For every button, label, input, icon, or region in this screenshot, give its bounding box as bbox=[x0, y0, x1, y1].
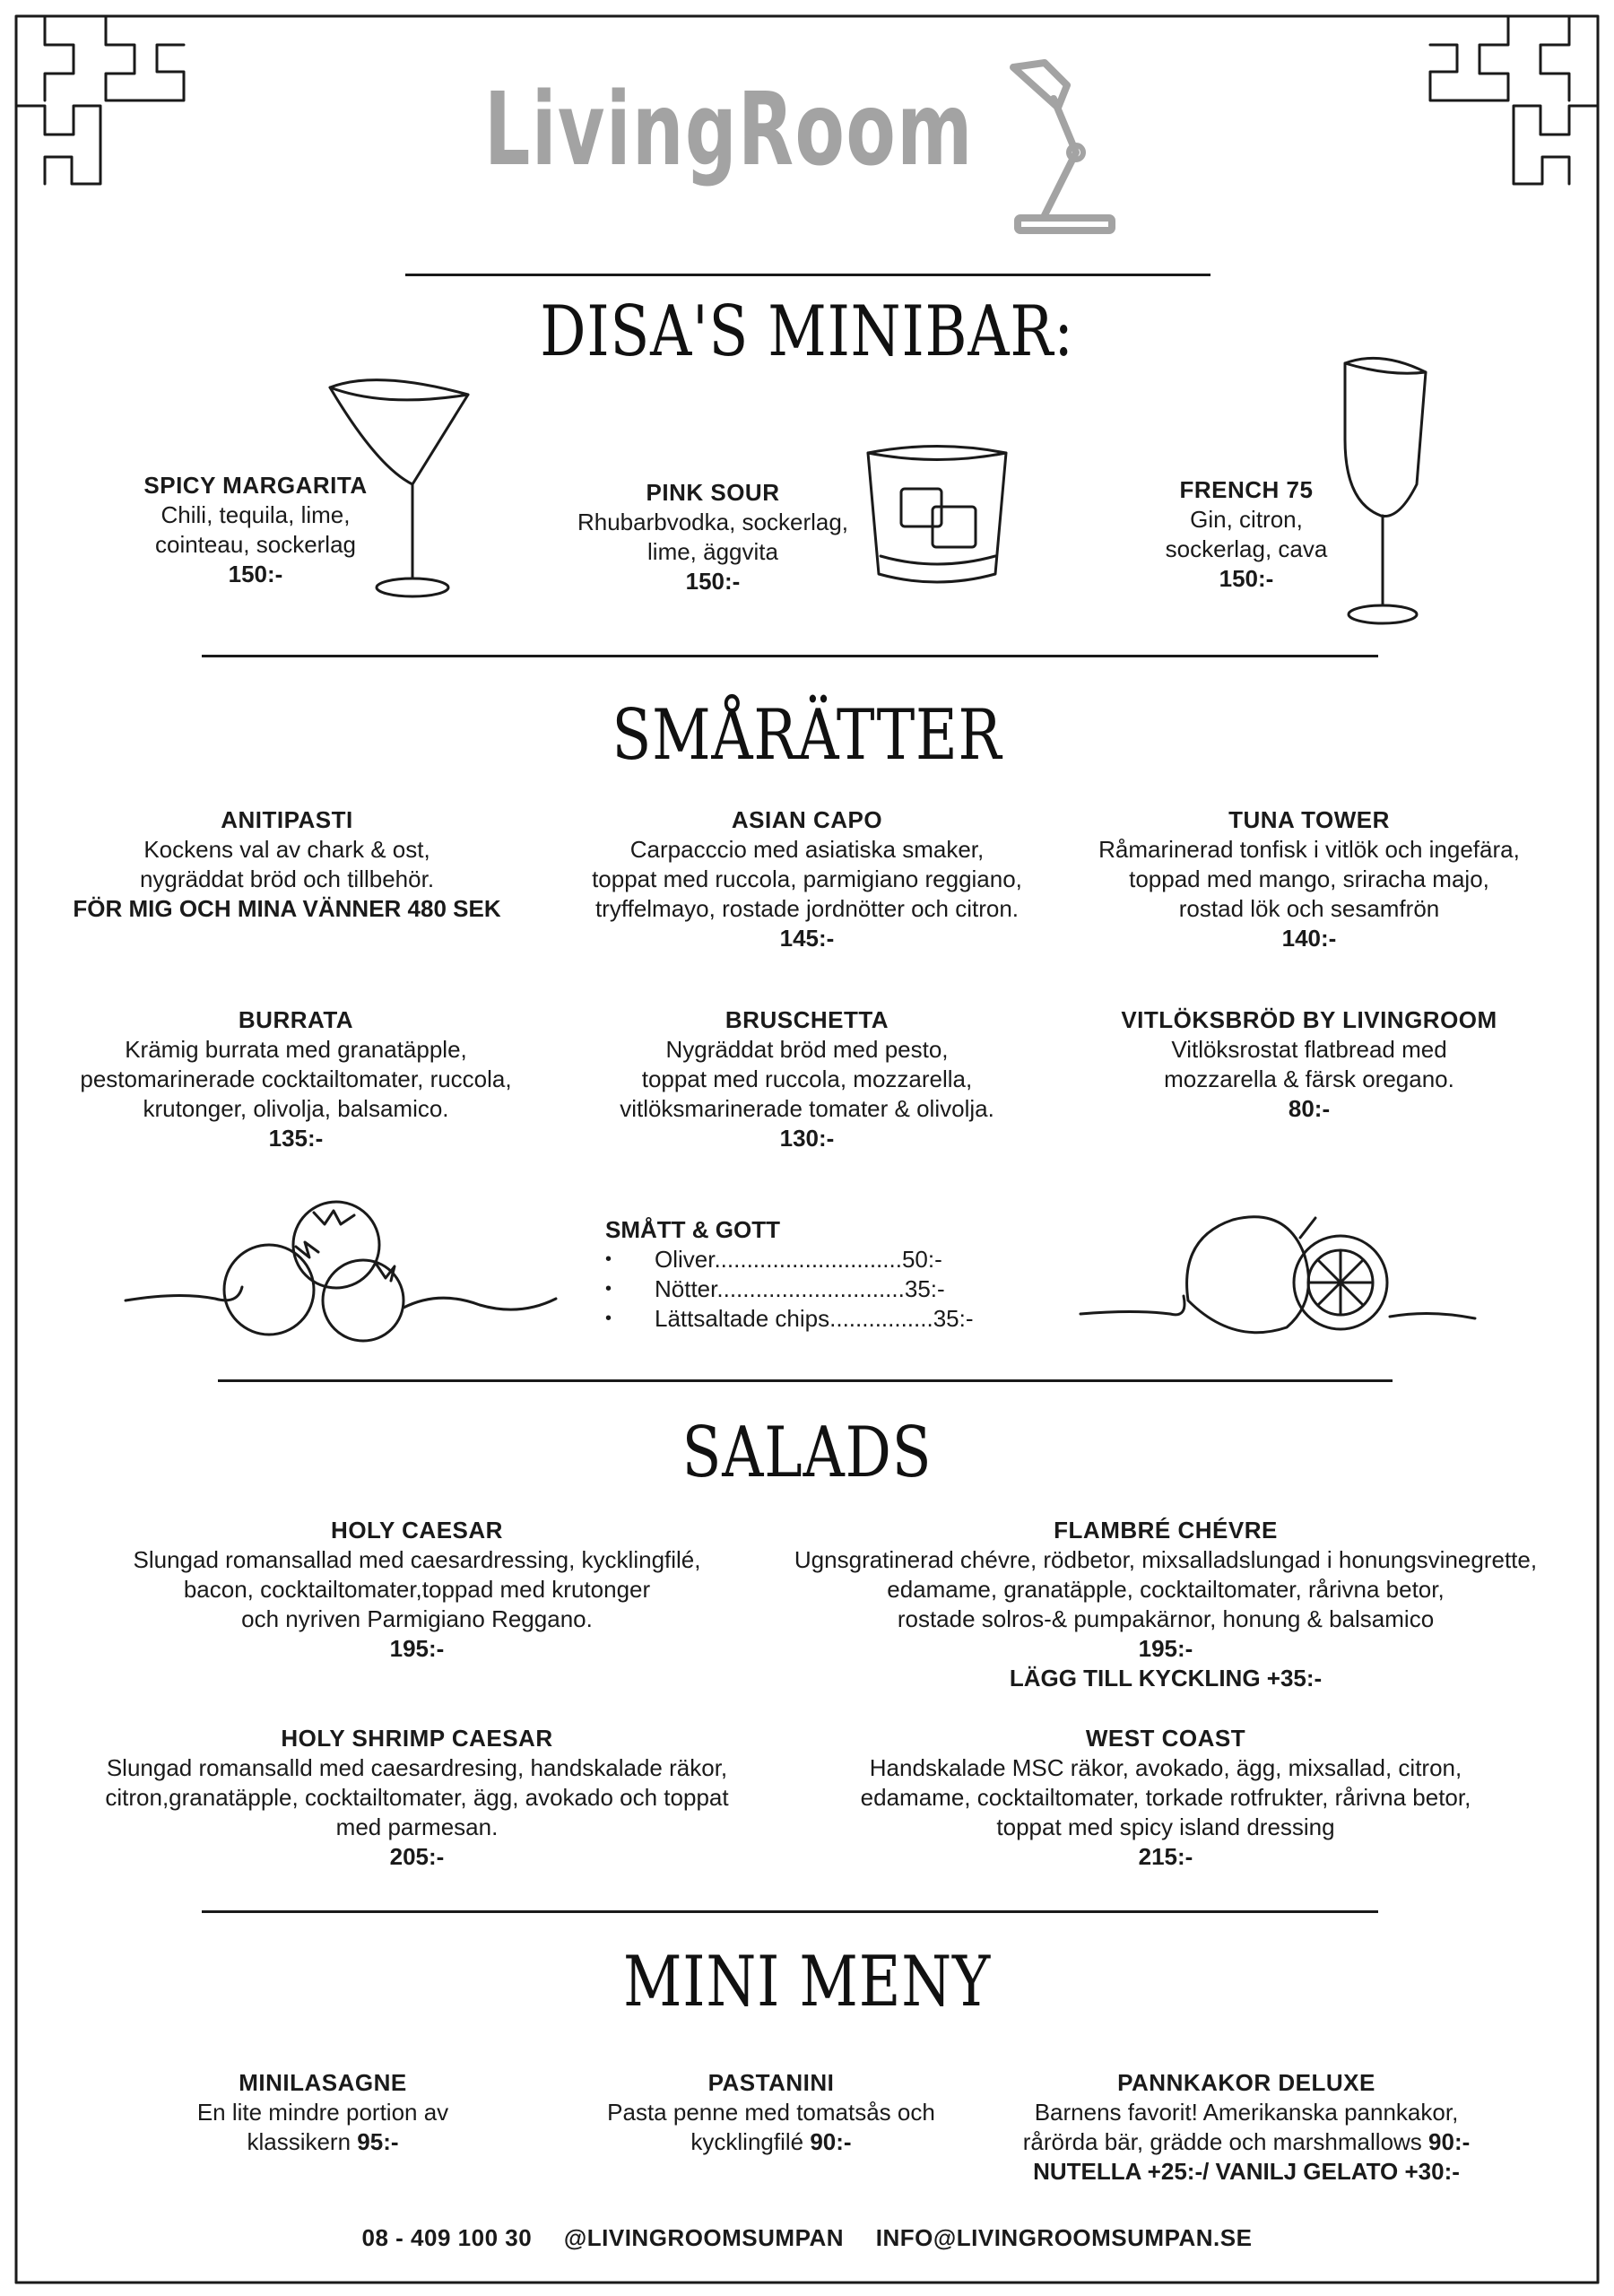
item-price: 150:- bbox=[1219, 565, 1274, 592]
divider bbox=[202, 1910, 1378, 1913]
menu-item bbox=[63, 1724, 771, 1872]
menu-item bbox=[771, 1516, 1560, 1693]
item-name: BURRATA bbox=[238, 1006, 354, 1033]
menu-item bbox=[143, 2068, 502, 2157]
menu-item bbox=[1094, 1005, 1524, 1124]
item-desc-line: rostad lök och sesamfrön bbox=[1178, 895, 1440, 922]
snack-list bbox=[605, 1245, 1036, 1334]
item-price: 145:- bbox=[779, 925, 835, 952]
item-price: 135:- bbox=[268, 1125, 324, 1152]
menu-item bbox=[995, 2068, 1497, 2187]
item-desc-line: sockerlag, cava bbox=[1165, 535, 1328, 562]
email-address: INFO@LIVINGROOMSUMPAN.SE bbox=[875, 2224, 1253, 2251]
divider bbox=[405, 274, 1210, 276]
item-desc-line: pestomarinerade cocktailtomater, ruccola, bbox=[80, 1065, 512, 1092]
smatt-gott-list bbox=[605, 1215, 1036, 1334]
item-desc-line: mozzarella & färsk oregano. bbox=[1164, 1065, 1454, 1092]
item-desc-line: toppat med ruccola, mozzarella, bbox=[641, 1065, 973, 1092]
menu-item bbox=[81, 1516, 753, 1664]
item-desc-line: Gin, citron, bbox=[1190, 506, 1303, 533]
desk-lamp-icon bbox=[1004, 58, 1121, 238]
rocks-glass-icon bbox=[861, 439, 1013, 592]
item-name: ASIAN CAPO bbox=[731, 806, 883, 833]
footer-contact bbox=[0, 2224, 1614, 2252]
item-desc-line: Råmarinerad tonfisk i vitlök och ingefära, bbox=[1098, 836, 1520, 863]
item-desc-line bbox=[592, 2127, 950, 2157]
item-desc-line: Nygräddat bröd med pesto, bbox=[665, 1036, 949, 1063]
item-price: 90:- bbox=[1428, 2128, 1471, 2155]
phone-number: 08 - 409 100 30 bbox=[361, 2224, 533, 2251]
item-name: TUNA TOWER bbox=[1228, 806, 1390, 833]
section-title-salads: SALADS bbox=[681, 1413, 933, 1493]
lemon-illustration bbox=[1080, 1202, 1475, 1345]
divider bbox=[218, 1379, 1393, 1382]
item-desc-line: vitlöksmarinerade tomater & olivolja. bbox=[620, 1095, 994, 1122]
item-desc-text: kycklingfilé bbox=[690, 2128, 811, 2155]
item-price: 150:- bbox=[685, 568, 741, 595]
item-price: 95:- bbox=[357, 2128, 399, 2155]
tomato-illustration bbox=[126, 1193, 556, 1345]
item-desc-line: Handskalade MSC räkor, avokado, ägg, mixsallad, citron, bbox=[869, 1754, 1462, 1781]
item-name: VITLÖKSBRÖD BY LIVINGROOM bbox=[1121, 1006, 1497, 1033]
item-name: HOLY CAESAR bbox=[331, 1517, 503, 1544]
item-desc-line: citron,granatäpple, cocktailtomater, ägg, avokado och toppat bbox=[105, 1784, 729, 1811]
item-price: 215:- bbox=[1138, 1843, 1193, 1870]
item-name: SMÅTT & GOTT bbox=[605, 1216, 780, 1243]
item-desc-line: toppad med mango, sriracha majo, bbox=[1129, 865, 1489, 892]
item-desc-line: Kockens val av chark & ost, bbox=[143, 836, 430, 863]
item-name: ANITIPASTI bbox=[221, 806, 353, 833]
menu-item bbox=[807, 1724, 1524, 1872]
item-desc-line: toppat med ruccola, parmigiano reggiano, bbox=[592, 865, 1022, 892]
menu-item bbox=[565, 478, 861, 596]
item-desc-line: krutonger, olivolja, balsamico. bbox=[143, 1095, 449, 1122]
item-price: 140:- bbox=[1281, 925, 1337, 952]
item-desc-line: edamame, granatäpple, cocktailtomater, rårivna betor, bbox=[887, 1576, 1445, 1603]
divider bbox=[202, 655, 1378, 657]
menu-item bbox=[574, 1005, 1040, 1153]
item-price: 195:- bbox=[1138, 1635, 1193, 1662]
item-desc-line: En lite mindre portion av bbox=[196, 2099, 449, 2126]
item-desc-line bbox=[995, 2127, 1497, 2157]
item-name: WEST COAST bbox=[1085, 1725, 1246, 1752]
item-desc-line: Ugnsgratinerad chévre, rödbetor, mixsalladslungad i honungsvinegrette, bbox=[794, 1546, 1538, 1573]
item-name: FLAMBRÉ CHÉVRE bbox=[1054, 1517, 1278, 1544]
item-desc-line: och nyriven Parmigiano Reggano. bbox=[241, 1605, 593, 1632]
item-name: SPICY MARGARITA bbox=[143, 472, 368, 499]
item-desc-line: toppat med spicy island dressing bbox=[996, 1813, 1335, 1840]
list-item: • Oliver.............................50:- bbox=[655, 1245, 1036, 1274]
item-price: 130:- bbox=[779, 1125, 835, 1152]
item-desc-line: Barnens favorit! Amerikanska pannkakor, bbox=[1034, 2099, 1459, 2126]
item-desc-line: med parmesan. bbox=[335, 1813, 499, 1840]
item-desc-line: rostade solros-& pumpakärnor, honung & balsamico bbox=[897, 1605, 1435, 1632]
item-desc-line: edamame, cocktailtomater, torkade rotfrukter, rårivna betor, bbox=[860, 1784, 1471, 1811]
menu-item bbox=[72, 805, 502, 924]
item-name: PINK SOUR bbox=[646, 479, 780, 506]
item-desc-line: nygräddat bröd och tillbehör. bbox=[139, 865, 435, 892]
item-name: PANNKAKOR DELUXE bbox=[1117, 2069, 1375, 2096]
item-name: PASTANINI bbox=[707, 2069, 835, 2096]
section-title-mini-meny: MINI MENY bbox=[622, 1942, 992, 2022]
list-item: • Nötter.............................35:- bbox=[655, 1274, 1036, 1304]
item-price: 150:- bbox=[228, 561, 283, 587]
section-title-smaratter: SMÅRÄTTER bbox=[612, 695, 1002, 776]
instagram-handle: @LIVINGROOMSUMPAN bbox=[563, 2224, 845, 2251]
item-desc-text: klassikern bbox=[247, 2128, 358, 2155]
item-desc-line: Rhubarbvodka, sockerlag, bbox=[577, 509, 849, 535]
item-desc-line: cointeau, sockerlag bbox=[154, 531, 357, 558]
menu-item bbox=[565, 805, 1049, 953]
list-item: • Lättsaltade chips................35:- bbox=[655, 1304, 1036, 1334]
item-desc-line: Krämig burrata med granatäpple, bbox=[125, 1036, 467, 1063]
logo-text: LivingRoom bbox=[484, 72, 974, 188]
menu-item bbox=[592, 2068, 950, 2157]
item-price: 80:- bbox=[1288, 1095, 1331, 1122]
item-desc-line: tryffelmayo, rostade jordnötter och citron. bbox=[594, 895, 1020, 922]
item-name: MINILASAGNE bbox=[239, 2069, 407, 2096]
item-name: FRENCH 75 bbox=[1179, 476, 1314, 503]
item-desc-text: rårörda bär, grädde och marshmallows bbox=[1022, 2128, 1429, 2155]
menu-item bbox=[63, 1005, 529, 1153]
item-desc-line: Slungad romansalld med caesardresing, handskalade räkor, bbox=[106, 1754, 728, 1781]
item-desc-line bbox=[143, 2127, 502, 2157]
menu-item bbox=[126, 471, 386, 589]
item-desc-line: lime, äggvita bbox=[647, 538, 778, 565]
item-desc-line: Pasta penne med tomatsås och bbox=[607, 2099, 935, 2126]
item-desc-line: Carpacccio med asiatiska smaker, bbox=[629, 836, 985, 863]
item-desc-line: bacon, cocktailtomater,toppad med krutonger bbox=[183, 1576, 651, 1603]
item-price: 195:- bbox=[389, 1635, 445, 1662]
item-price: 205:- bbox=[389, 1843, 445, 1870]
item-addon: LÄGG TILL KYCKLING +35:- bbox=[1009, 1665, 1323, 1692]
section-title-minibar: DISA'S MINIBAR: bbox=[540, 291, 1074, 372]
item-desc-line: Chili, tequila, lime, bbox=[161, 501, 351, 528]
item-addon: NUTELLA +25:-/ VANILJ GELATO +30:- bbox=[1033, 2158, 1460, 2185]
menu-item bbox=[1139, 475, 1354, 594]
item-desc-line: Vitlöksrostat flatbread med bbox=[1171, 1036, 1447, 1063]
menu-item bbox=[1072, 805, 1547, 953]
item-desc-line: Slungad romansallad med caesardressing, kycklingfilé, bbox=[133, 1546, 701, 1573]
item-name: BRUSCHETTA bbox=[725, 1006, 889, 1033]
item-name: HOLY SHRIMP CAESAR bbox=[281, 1725, 553, 1752]
item-price: FÖR MIG OCH MINA VÄNNER 480 SEK bbox=[73, 895, 501, 922]
item-price: 90:- bbox=[810, 2128, 852, 2155]
